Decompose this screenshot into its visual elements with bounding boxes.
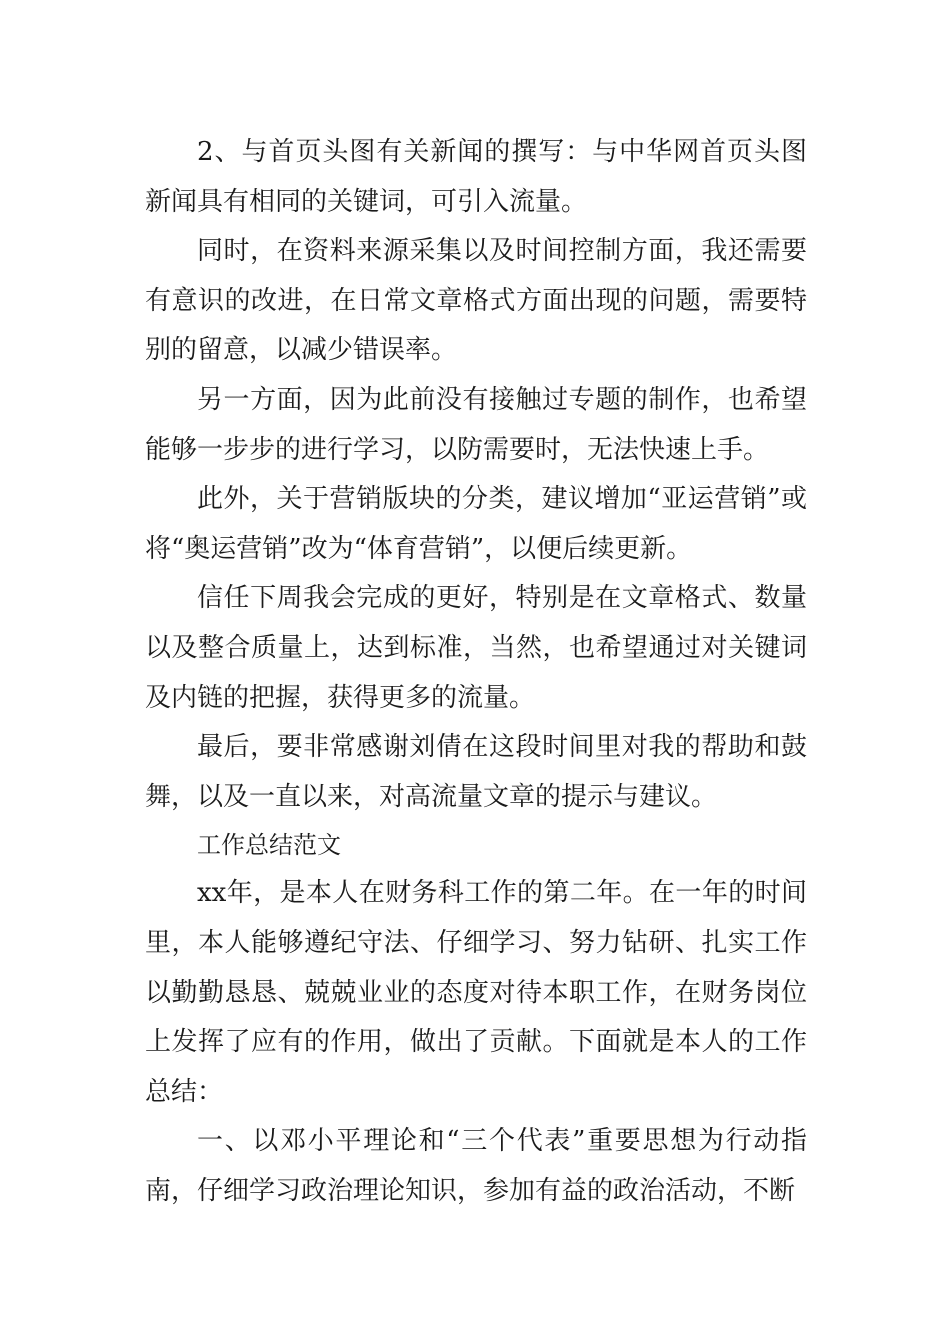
- paragraph-section-one: 一、以邓小平理论和“三个代表”重要思想为行动指南，仔细学习政治理论知识，参加有益的政治活动，不断: [145, 1126, 807, 1206]
- document-body: [145, 128, 807, 1216]
- paragraph-topic-learning: 另一方面，因为此前没有接触过专题的制作，也希望能够一步步的进行学习，以防需要时，无法快速上手。: [145, 384, 807, 465]
- paragraph-next-week-goal: 信任下周我会完成的更好，特别是在文章格式、数量以及整合质量上，达到标准，当然，也希望通过对关键词及内链的把握，获得更多的流量。: [145, 583, 807, 713]
- paragraph-improvement-awareness: 同时，在资料来源采集以及时间控制方面，我还需要有意识的改进，在日常文章格式方面出现的问题，需要特别的留意，以减少错误率。: [145, 236, 807, 366]
- paragraph-acknowledgement: 最后，要非常感谢刘倩在这段时间里对我的帮助和鼓舞，以及一直以来，对高流量文章的提示与建议。: [145, 732, 807, 812]
- paragraph-marketing-suggestion: 此外，关于营销版块的分类，建议增加“亚运营销”或将“奥运营销”改为“体育营销”，以便后续更新。: [145, 484, 807, 564]
- paragraph-year-summary: xx年，是本人在财务科工作的第二年。在一年的时间里，本人能够遵纪守法、仔细学习、努力钻研、扎实工作以勤勤恳恳、兢兢业业的态度对待本职工作，在财务岗位上发挥了应有的作用，做出了贡献。下面就是本人的工作总结：: [145, 878, 807, 1107]
- section-title: 工作总结范文: [197, 831, 341, 860]
- paragraph-headline-news-writing: 2、与首页头图有关新闻的撰写：与中华网首页头图新闻具有相同的关键词，可引入流量。: [145, 137, 807, 217]
